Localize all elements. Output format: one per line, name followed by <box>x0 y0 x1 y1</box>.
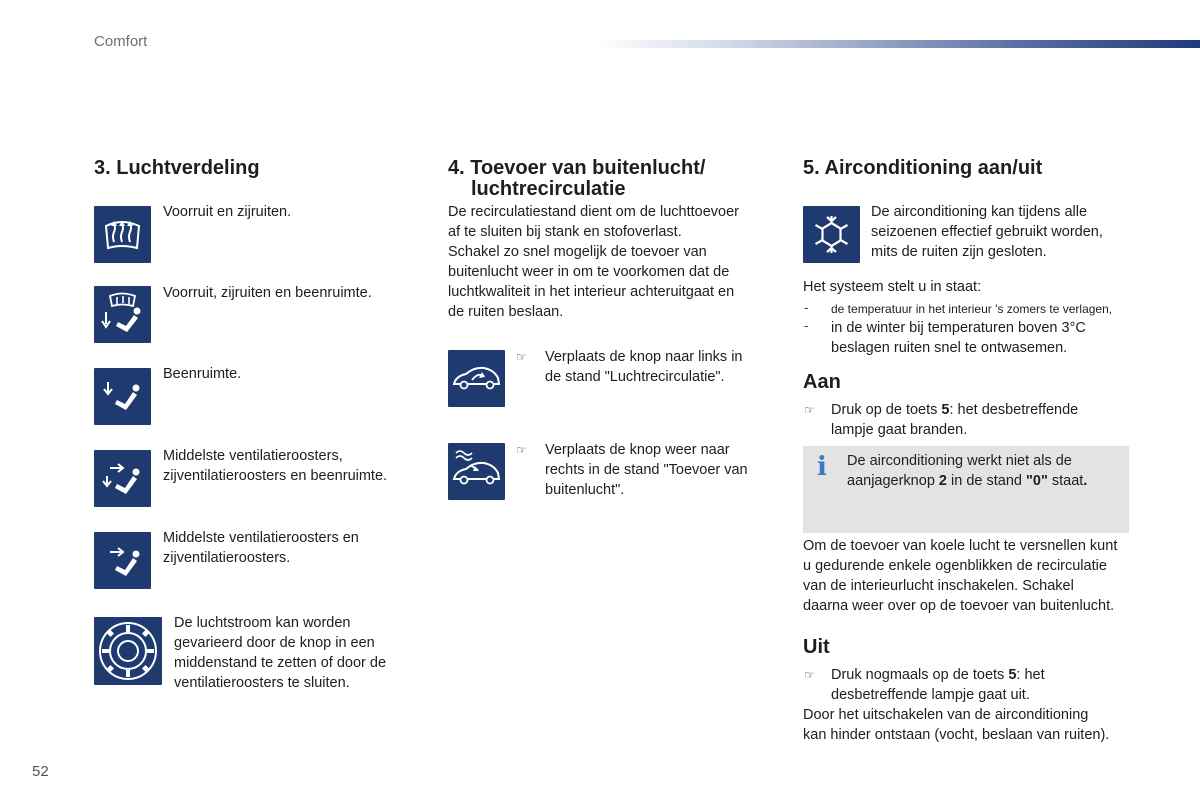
fresh-air-icon <box>448 443 505 500</box>
item-text: Beenruimte. <box>163 366 242 382</box>
feet-airflow-icon <box>94 368 151 425</box>
dash-bullet: - <box>804 318 809 333</box>
section-title: Comfort <box>94 33 148 50</box>
dash-item: de temperatuur in het interieur 's zomers te verlagen, <box>831 302 1113 316</box>
item-text: De luchtstroom kan worden gevarieerd door de knop in een middenstand te zetten of door de ventilatieroosters te sluiten. <box>174 615 387 691</box>
on-instruction: Druk op de toets 5: het desbetreffende lampje gaat branden. <box>831 402 1079 438</box>
heading-on: Aan <box>803 371 841 393</box>
vents-and-feet-icon <box>94 450 151 507</box>
item-text: Voorruit, zijruiten en beenruimte. <box>163 285 372 301</box>
snowflake-icon <box>803 206 860 263</box>
item-text: Voorruit en zijruiten. <box>163 204 292 220</box>
off-instruction: Druk nogmaals op de toets 5: het desbetreffende lampje gaat uit. <box>831 667 1045 703</box>
hand-pointer-icon: ☞ <box>516 350 527 364</box>
cool-air-text: Om de toevoer van koele lucht te versnellen kunt u gedurende enkele ogenblikken de recirculatie van de interieurlucht inschakelen. Schakel daarna weer over op de toevoer van buitenlucht. <box>803 538 1118 614</box>
center-vents-icon <box>94 532 151 589</box>
heading-off: Uit <box>803 636 830 658</box>
distribution-dial-icon <box>94 617 162 685</box>
info-icon: i <box>817 452 827 482</box>
header-gradient-bar <box>600 40 1200 48</box>
info-text: De airconditioning werkt niet als de aanjagerknop 2 in de stand "0" staat. <box>847 453 1088 489</box>
recirculation-instruction: Verplaats de knop naar links in de stand "Luchtrecirculatie". <box>545 349 743 385</box>
ac-description: De airconditioning kan tijdens alle seizoenen effectief gebruikt worden, mits de ruiten zijn gesloten. <box>871 204 1103 260</box>
off-consequence: Door het uitschakelen van de airconditioning kan hinder ontstaan (vocht, beslaan van ruiten). <box>803 707 1110 743</box>
fresh-air-instruction: Verplaats de knop weer naar rechts in de stand "Toevoer van buitenlucht". <box>545 442 748 498</box>
defrost-windscreen-icon <box>94 206 151 263</box>
windscreen-and-feet-icon <box>94 286 151 343</box>
section-heading-recirculation: 4. Toevoer van buitenlucht/ luchtrecirculatie <box>448 157 706 200</box>
info-note <box>803 446 1129 533</box>
page-number: 52 <box>32 763 49 780</box>
item-text: Middelste ventilatieroosters en zijventilatieroosters. <box>163 530 359 566</box>
hand-pointer-icon: ☞ <box>516 443 527 457</box>
hand-pointer-icon: ☞ <box>804 403 815 417</box>
dash-item: in de winter bij temperaturen boven 3°C beslagen ruiten snel te ontwasemen. <box>831 320 1086 356</box>
section-heading-air-distribution: 3. Luchtverdeling <box>94 157 260 179</box>
dash-bullet: - <box>804 300 809 315</box>
recirculation-intro: De recirculatiestand dient om de luchttoevoer af te sluiten bij stank en stofoverlast. Schakel zo snel mogelijk de toevoer van buitenlucht weer in om te voorkomen dat de luchtkwaliteit in het interieur achteruitgaat en de ruiten beslaan. <box>448 204 739 320</box>
hand-pointer-icon: ☞ <box>804 668 815 682</box>
recirculation-icon <box>448 350 505 407</box>
system-intro: Het systeem stelt u in staat: <box>803 279 982 295</box>
section-heading-air-conditioning: 5. Airconditioning aan/uit <box>803 157 1043 179</box>
item-text: Middelste ventilatieroosters, zijventilatieroosters en beenruimte. <box>163 448 388 484</box>
